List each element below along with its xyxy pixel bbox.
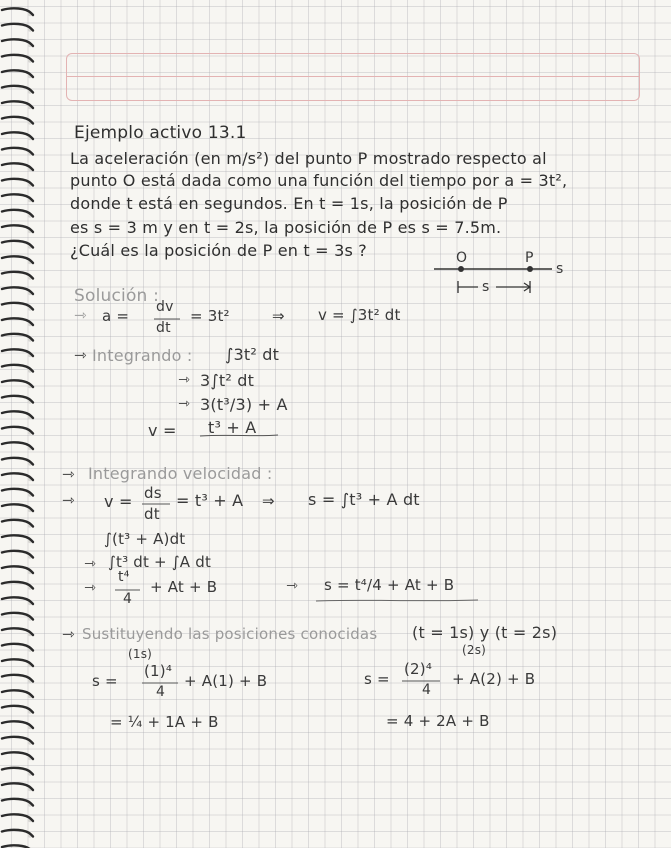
arrow-icon: ⇾ xyxy=(62,625,75,643)
velocity-result-lhs: v = xyxy=(148,421,177,440)
integral-line-2: 3∫t² dt xyxy=(200,371,255,390)
arrow-icon: ⇾ xyxy=(286,578,298,594)
arrow-icon: ⇾ xyxy=(74,346,87,364)
eq2-simplified: = 4 + 2A + B xyxy=(386,712,490,730)
arrow-icon: ⇾ xyxy=(178,372,190,388)
arrow-icon: ⇾ xyxy=(62,465,75,483)
arrow-icon: ⇾ xyxy=(74,306,87,324)
accel-frac-den: dt xyxy=(156,320,171,336)
integrating-velocity-heading: Integrando velocidad : xyxy=(88,464,273,483)
integral-step-1: ∫(t³ + A)dt xyxy=(104,530,186,548)
accel-frac-num: dv xyxy=(156,299,174,315)
eq1-frac-den: 4 xyxy=(156,684,166,700)
eq2-rest: + A(2) + B xyxy=(452,670,536,688)
arrow-icon: ⇾ xyxy=(84,580,96,596)
arrow-icon: ⇾ xyxy=(62,491,75,509)
arrow-icon: ⇾ xyxy=(178,396,190,412)
accel-rhs: = 3t² xyxy=(190,307,230,325)
known-conditions: (t = 1s) y (t = 2s) xyxy=(412,623,558,642)
problem-title: Ejemplo activo 13.1 xyxy=(74,123,247,143)
position-result: s = t⁴/4 + At + B xyxy=(324,576,455,594)
implies-icon: ⇒ xyxy=(262,492,275,510)
vel-frac-den: dt xyxy=(144,505,160,523)
integral-step-2: ∫t³ dt + ∫A dt xyxy=(108,553,212,571)
t4-frac-den: 4 xyxy=(123,591,133,607)
integral-line-1: ∫3t² dt xyxy=(225,345,280,364)
integral-step-3: + At + B xyxy=(150,578,218,596)
vel-rhs: = t³ + A xyxy=(176,491,244,510)
integral-line-3: 3(t³/3) + A xyxy=(200,395,288,414)
eq1-frac-num: (1)⁴ xyxy=(144,662,173,680)
vel-lhs: v = xyxy=(104,492,133,511)
substituting-heading: Sustituyendo las posiciones conocidas xyxy=(82,625,378,643)
diagram-axis-label: s xyxy=(556,261,564,277)
problem-line-1: La aceleración (en m/s²) del punto P mostrado respecto al xyxy=(70,149,547,168)
integrating-heading: Integrando : xyxy=(92,346,193,365)
velocity-result: t³ + A xyxy=(208,418,257,437)
arrow-icon: ⇾ xyxy=(84,556,96,572)
accel-velocity-integral: v = ∫3t² dt xyxy=(318,306,401,324)
t4-frac-num: t⁴ xyxy=(118,569,130,585)
position-integral: s = ∫t³ + A dt xyxy=(308,490,420,509)
problem-line-5: ¿Cuál es la posición de P en t = 3s ? xyxy=(70,241,367,260)
eq1-rest: + A(1) + B xyxy=(184,672,268,690)
problem-line-4: es s = 3 m y en t = 2s, la posición de P es s = 7.5m. xyxy=(70,218,502,237)
eq1-simplified: = ¼ + 1A + B xyxy=(110,713,219,731)
eq1-lhs: s = xyxy=(92,672,118,690)
diagram-dimension-label: s xyxy=(482,279,490,295)
problem-line-2: punto O está dada como una función del tiempo por a = 3t², xyxy=(70,171,568,190)
accel-lhs: a = xyxy=(102,307,130,325)
condition-tag-2: (2s) xyxy=(462,643,487,657)
eq2-frac-num: (2)⁴ xyxy=(404,660,433,678)
implies-icon: ⇒ xyxy=(272,307,285,325)
eq2-lhs: s = xyxy=(364,670,390,688)
solution-heading: Solución : xyxy=(74,286,160,306)
eq2-frac-den: 4 xyxy=(422,682,432,698)
condition-tag-1: (1s) xyxy=(128,647,153,661)
problem-line-3: donde t está en segundos. En t = 1s, la posición de P xyxy=(70,194,508,213)
vel-frac-num: ds xyxy=(144,484,162,502)
diagram-point-label: P xyxy=(525,250,534,266)
diagram-origin-label: O xyxy=(456,250,468,266)
